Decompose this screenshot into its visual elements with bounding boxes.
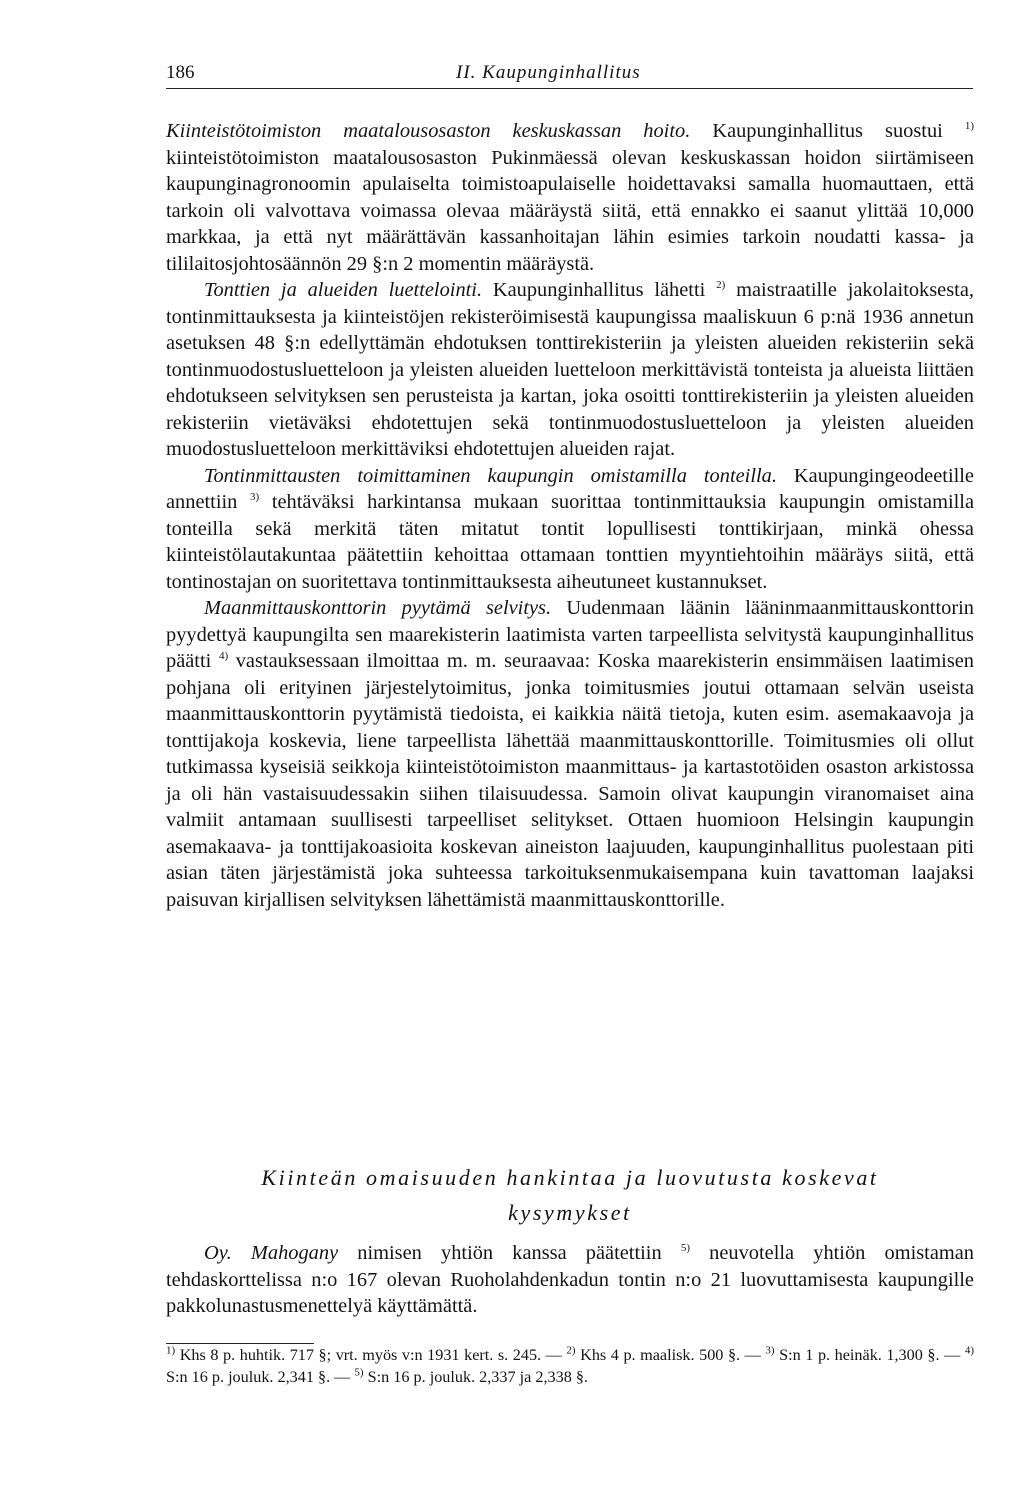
footnote-text: S:n 16 p. jouluk. 2,337 ja 2,338 §. xyxy=(363,1368,588,1386)
running-title: II. Kaupunginhallitus xyxy=(456,62,641,83)
paragraph-text: Kaupungingeodeetille annettiin xyxy=(166,464,974,513)
paragraph-text: maistraatille jakolaitoksesta, tontinmittauksesta ja kiinteistöjen rekisteröimisestä kaupungissa maaliskuun 6 p:nä 1936 annetun asetuksen 48 §:n edellyttämän ehdotuksen tonttirekisteriin ja yleisten alueiden rekisteriin sekä tontinmuodostusluetteloon ja yleisten alueiden luetteloon merkittävistä tonteista ja alueista liittäen ehdotukseen selvityksen sen perusteista ja kartan, joka osoitti tonttirekisteriin ja yleisten alueiden rekisteriin vietäväksi ehdotettujen sekä tontinmuodostusluetteloon ja yleisten alueiden muodostusluetteloon merkittäviksi ehdotettujen alueiden rajat. xyxy=(166,279,974,460)
paragraph-text: neuvotella yhtiön omistaman tehdaskorttelissa n:o 167 olevan Ruoholahdenkadun tontin n:o 21 luovuttamisesta kaupungille pakkolunastusmenettelyä käyttämättä. xyxy=(166,1242,974,1317)
footnote-mark: 5) xyxy=(354,1366,364,1379)
running-header xyxy=(166,62,973,89)
paragraph xyxy=(166,595,974,913)
paragraph-text: kiinteistötoimiston maatalousosaston Pukinmäessä olevan keskuskassan hoidon siirtämiseen kaupunginagronoomin apulaiselta toimistoapulaiselle hoidettavaksi samalla huomauttaen, että tarkoin oli valvottava voimassa olevaa määräystä siitä, että ennakko ei saanut ylittää 10,000 markkaa, ja että nyt määrättävän kassanhoitajan lähin esimies tarkoin noudatti kassa- ja tililaitosjohtosäännön 29 §:n 2 momentin määräystä. xyxy=(166,146,974,275)
section-heading-line: kysymykset xyxy=(508,1200,632,1225)
footnote-ref: 5) xyxy=(680,1242,690,1255)
footnote-text: Khs 4 p. maalisk. 500 §. — xyxy=(575,1346,766,1364)
footnote-text: S:n 16 p. jouluk. 2,341 §. — xyxy=(166,1368,355,1386)
paragraph-text: vastauksessaan ilmoittaa m. m. seuraavaa: Koska maarekisterin ensimmäisen laatimisen pohjana oli erityinen järjestelytoimitus, jonka toimitusmies joutui ottamaan selvän useista maanmittauskonttorin pyytämistä tiedoista, ei kaikkia näitä tietoja, kuten esim. asemakaavoja ja tonttijakoja koskevia, liene tarpeellista lähettää maanmittauskonttorille. Toimitusmies oli ollut tutkimassa kyseisiä seikkoja kiinteistötoimiston maanmittaus- ja kartastotöiden osaston arkistossa ja oli hän vastaisuudessakin siihen tilaisuudessa. Samoin olivat kaupungin viranomaiset aina valmiit antamaan suullisesti tarpeelliset selitykset. Ottaen huomioon Helsingin kaupungin asemakaava- ja tonttijakoasioita koskevan aineiston laajuuden, kaupunginhallitus puolestaan piti asian täten järjestämistä joka suhteessa tarkoituksenmukaisempana kuin tavattoman laajaksi paisuvan kirjallisen selvityksen lähettämistä maanmittauskonttorille. xyxy=(166,650,974,911)
paragraph-text: Kaupunginhallitus suostui xyxy=(690,120,965,142)
section-heading xyxy=(166,1160,974,1230)
footnote-ref: 4) xyxy=(218,650,229,663)
paragraph xyxy=(166,277,974,463)
section-body xyxy=(166,1240,974,1320)
section-heading-line: Kiinteän omaisuuden hankintaa ja luovutusta koskevat xyxy=(261,1165,879,1190)
footnote-mark: 1) xyxy=(166,1344,176,1357)
footnote-mark: 2) xyxy=(566,1344,576,1357)
paragraph-title: Maanmittauskonttorin pyytämä selvitys. xyxy=(204,597,552,619)
paragraph xyxy=(166,1240,974,1320)
footnote-ref: 2) xyxy=(716,279,726,292)
paragraph-text: tehtäväksi harkintansa mukaan suorittaa tontinmittauksia kaupungin omistamilla tonteilla sekä merkitä täten mitatut tontit lopullisesti tonttikirjaan, minkä ohessa kiinteistölautakuntaa päätettiin kehoittaa ottamaan tonttien myyntiehtoihin määräys siitä, että tontinostajan on suoritettava tontinmittauksesta aiheutuneet kustannukset. xyxy=(166,491,974,593)
paragraph xyxy=(166,463,974,596)
footnotes xyxy=(166,1344,974,1388)
footnote-text: Khs 8 p. huhtik. 717 §; vrt. myös v:n 1931 kert. s. 245. — xyxy=(175,1346,567,1364)
paragraph-title: Kiinteistötoimiston maatalousosaston keskuskassan hoito. xyxy=(166,120,691,142)
paragraph-title: Tontinmittausten toimittaminen kaupungin omistamilla tonteilla. xyxy=(204,464,777,487)
paragraph xyxy=(166,118,974,277)
page-number: 186 xyxy=(166,62,195,83)
paragraph-text: nimisen yhtiön kanssa päätettiin xyxy=(338,1242,681,1264)
footnote-ref: 3) xyxy=(250,491,260,504)
footnote-text: S:n 1 p. heinäk. 1,300 §. — xyxy=(774,1346,965,1364)
paragraph-title: Tonttien ja alueiden luettelointi. xyxy=(204,279,483,301)
paragraph-title: Oy. Mahogany xyxy=(204,1242,339,1264)
footnote-mark: 4) xyxy=(964,1344,974,1357)
footnote-ref: 1) xyxy=(964,120,974,133)
body-text xyxy=(166,118,974,913)
paragraph-text: Uudenmaan läänin lääninmaanmittauskonttorin pyydettyä kaupungilta sen maarekisterin laatimista varten tarpeellista selvitystä kaupunginhallitus päätti xyxy=(166,597,974,672)
paragraph-text: Kaupunginhallitus lähetti xyxy=(482,279,717,301)
footnote-mark: 3) xyxy=(765,1344,775,1357)
